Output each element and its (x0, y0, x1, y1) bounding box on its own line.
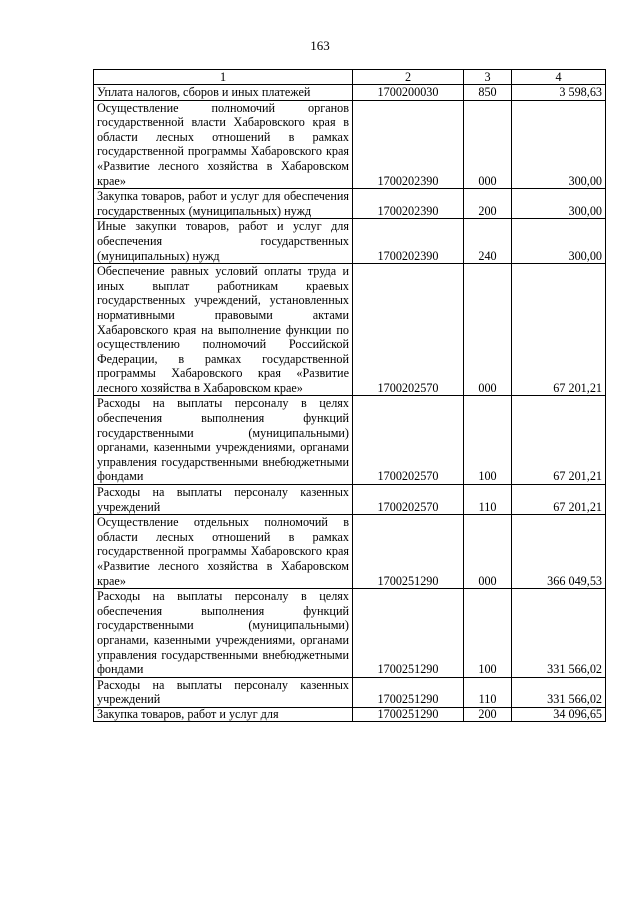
row-amount-cell: 300,00 (512, 189, 606, 219)
row-name-cell: Осуществление отдельных полномочий в области лесных отношений в рамках государственной программы Хабаровского края «Развитие лесного хозяйства в Хабаровском крае» (94, 515, 353, 589)
row-amount-cell: 34 096,65 (512, 707, 606, 721)
row-amount-cell: 3 598,63 (512, 85, 606, 101)
row-amount-cell: 300,00 (512, 100, 606, 189)
row-type-cell: 000 (464, 515, 512, 589)
header-cell-name: 1 (94, 70, 353, 85)
row-amount-cell: 300,00 (512, 219, 606, 264)
row-amount-cell: 67 201,21 (512, 264, 606, 396)
header-cell-amount: 4 (512, 70, 606, 85)
table-row (94, 85, 606, 101)
table-header-row (94, 70, 606, 85)
row-code-cell: 1700202570 (353, 485, 464, 515)
row-type-cell: 240 (464, 219, 512, 264)
row-code-cell: 1700251290 (353, 677, 464, 707)
header-cell-code: 2 (353, 70, 464, 85)
row-type-cell: 200 (464, 707, 512, 721)
row-code-cell: 1700202570 (353, 396, 464, 485)
page-number: 163 (310, 38, 330, 53)
table-row (94, 589, 606, 678)
row-code-cell: 1700202390 (353, 219, 464, 264)
table-row (94, 485, 606, 515)
row-name-cell: Обеспечение равных условий оплаты труда и иных выплат работникам краевых государственных учреждений, установленных нормативными правовыми актами Хабаровского края на выполнение функции по осуществлению полномочий Российской Федерации, в рамках государственной программы Хабаровского края «Развитие лесного хозяйства в Хабаровском крае» (94, 264, 353, 396)
row-type-cell: 110 (464, 677, 512, 707)
row-type-cell: 110 (464, 485, 512, 515)
table-row (94, 677, 606, 707)
row-name-cell: Закупка товаров, работ и услуг для обеспечения государственных (муниципальных) нужд (94, 189, 353, 219)
row-name-cell: Расходы на выплаты персоналу казенных учреждений (94, 677, 353, 707)
row-type-cell: 850 (464, 85, 512, 101)
row-amount-cell: 67 201,21 (512, 396, 606, 485)
row-type-cell: 200 (464, 189, 512, 219)
table-row (94, 264, 606, 396)
row-code-cell: 1700251290 (353, 515, 464, 589)
row-amount-cell: 67 201,21 (512, 485, 606, 515)
table-row (94, 396, 606, 485)
row-name-cell: Осуществление полномочий органов государственной власти Хабаровского края в области лесных отношений в рамках государственной программы Хабаровского края «Развитие лесного хозяйства в Хабаровском крае» (94, 100, 353, 189)
row-amount-cell: 331 566,02 (512, 589, 606, 678)
row-name-cell: Расходы на выплаты персоналу казенных учреждений (94, 485, 353, 515)
row-name-cell: Иные закупки товаров, работ и услуг для обеспечения государственных (муниципальных) нужд (94, 219, 353, 264)
table-row (94, 515, 606, 589)
row-name-cell: Закупка товаров, работ и услуг для (94, 707, 353, 721)
row-name-cell: Расходы на выплаты персоналу в целях обеспечения выполнения функций государственными (муниципальными) органами, казенными учреждениями, органами управления государственными внебюджетными фондами (94, 589, 353, 678)
table-row (94, 189, 606, 219)
row-name-cell: Расходы на выплаты персоналу в целях обеспечения выполнения функций государственными (муниципальными) органами, казенными учреждениями, органами управления государственными внебюджетными фондами (94, 396, 353, 485)
row-type-cell: 000 (464, 264, 512, 396)
table-row (94, 219, 606, 264)
row-code-cell: 1700202390 (353, 100, 464, 189)
row-code-cell: 1700200030 (353, 85, 464, 101)
row-code-cell: 1700251290 (353, 707, 464, 721)
row-name-cell: Уплата налогов, сборов и иных платежей (94, 85, 353, 101)
row-code-cell: 1700202570 (353, 264, 464, 396)
row-type-cell: 100 (464, 589, 512, 678)
row-code-cell: 1700202390 (353, 189, 464, 219)
row-type-cell: 100 (464, 396, 512, 485)
row-amount-cell: 366 049,53 (512, 515, 606, 589)
row-amount-cell: 331 566,02 (512, 677, 606, 707)
header-cell-type: 3 (464, 70, 512, 85)
table-row (94, 100, 606, 189)
table-row (94, 707, 606, 721)
row-code-cell: 1700251290 (353, 589, 464, 678)
row-type-cell: 000 (464, 100, 512, 189)
budget-table (93, 69, 606, 722)
